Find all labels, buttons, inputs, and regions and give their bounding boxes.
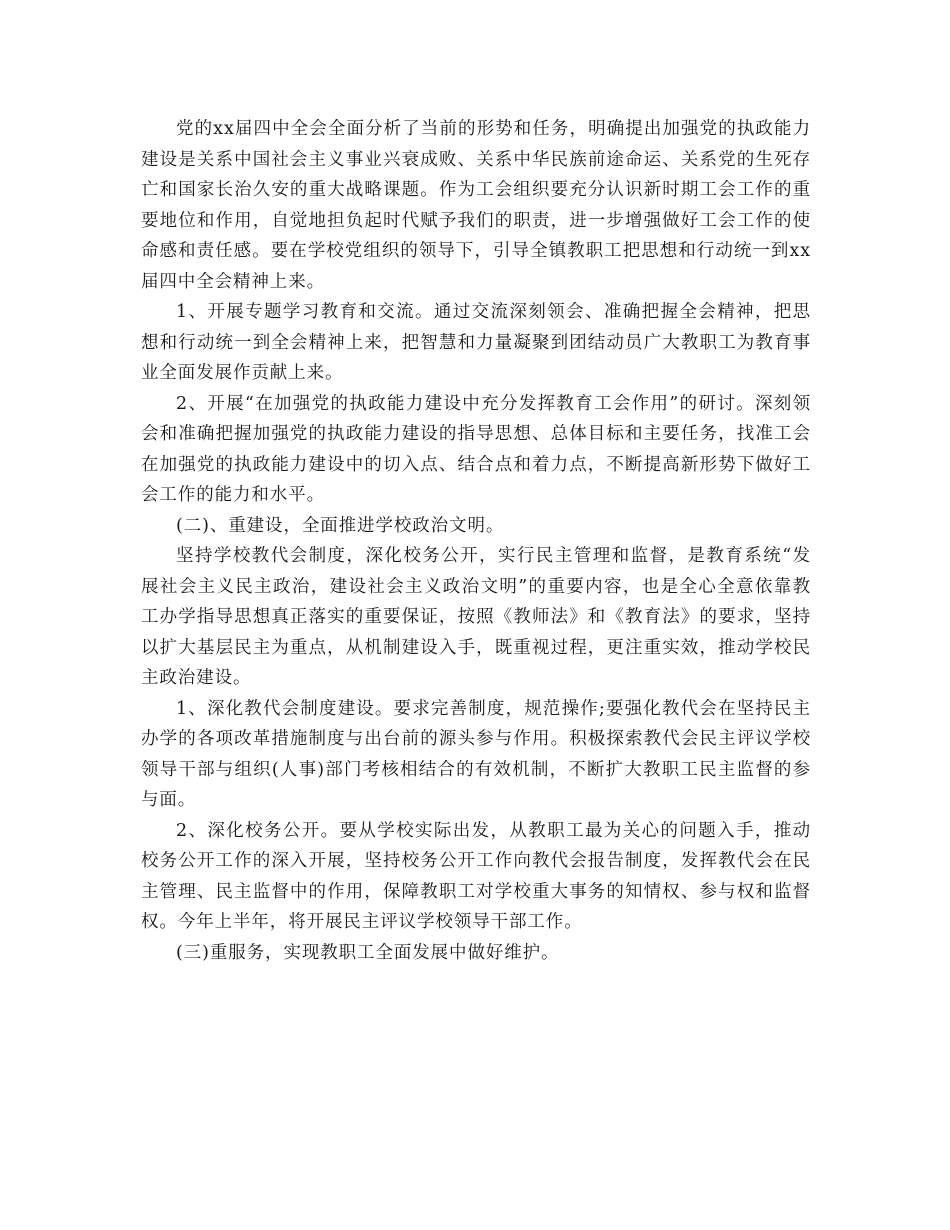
paragraph-item-congress: 1、深化教代会制度建设。要求完善制度，规范操作;要强化教代会在坚持民主办学的各项改革措施制度与出台前的源头参与作用。积极探索教代会民主评议学校领导干部与组织(人事)部门考核相结合的有效机制，不断扩大教职工民主监督的参与面。 bbox=[141, 698, 811, 810]
section-heading-service: (三)重服务，实现教职工全面发展中做好维护。 bbox=[176, 942, 560, 963]
paragraph-democracy: 坚持学校教代会制度，深化校务公开，实行民主管理和监督，是教育系统“发展社会主义民主政治，建设社会主义政治文明”的重要内容，也是全心全意依靠教工办学指导思想真正落实的重要保证，按照《教师法》和《教育法》的要求，坚持以扩大基层民主为重点，从机制建设入手，既重视过程，更注重实效，推动学校民主政治建设。 bbox=[141, 546, 811, 688]
section-heading-political: (二)、重建设，全面推进学校政治文明。 bbox=[176, 515, 505, 536]
paragraph-intro: 党的xx届四中全会全面分析了当前的形势和任务，明确提出加强党的执政能力建设是关系中国社会主义事业兴衰成败、关系中华民族前途命运、关系党的生死存亡和国家长治久安的重大战略课题。作为工会组织要充分认识新时期工会工作的重要地位和作用，自觉地担负起时代赋予我们的职责，进一步增强做好工会工作的使命感和责任感。要在学校党组织的领导下，引导全镇教职工把思想和行动统一到xx届四中全会精神上来。 bbox=[141, 119, 811, 292]
document-body bbox=[141, 114, 811, 968]
paragraph-item-openness: 2、深化校务公开。要从学校实际出发，从教职工最为关心的问题入手，推动校务公开工作的深入开展，坚持校务公开工作向教代会报告制度，发挥教代会在民主管理、民主监督中的作用，保障教职工对学校重大事务的知情权、参与权和监督权。今年上半年，将开展民主评议学校领导干部工作。 bbox=[141, 820, 811, 932]
paragraph-item-study: 1、开展专题学习教育和交流。通过交流深刻领会、准确把握全会精神，把思想和行动统一到全会精神上来，把智慧和力量凝聚到团结动员广大教职工为教育事业全面发展作贡献上来。 bbox=[141, 302, 811, 383]
paragraph-item-research: 2、开展“在加强党的执政能力建设中充分发挥教育工会作用”的研讨。深刻领会和准确把握加强党的执政能力建设的指导思想、总体目标和主要任务，找准工会在加强党的执政能力建设中的切入点、结合点和着力点，不断提高新形势下做好工会工作的能力和水平。 bbox=[141, 393, 811, 505]
